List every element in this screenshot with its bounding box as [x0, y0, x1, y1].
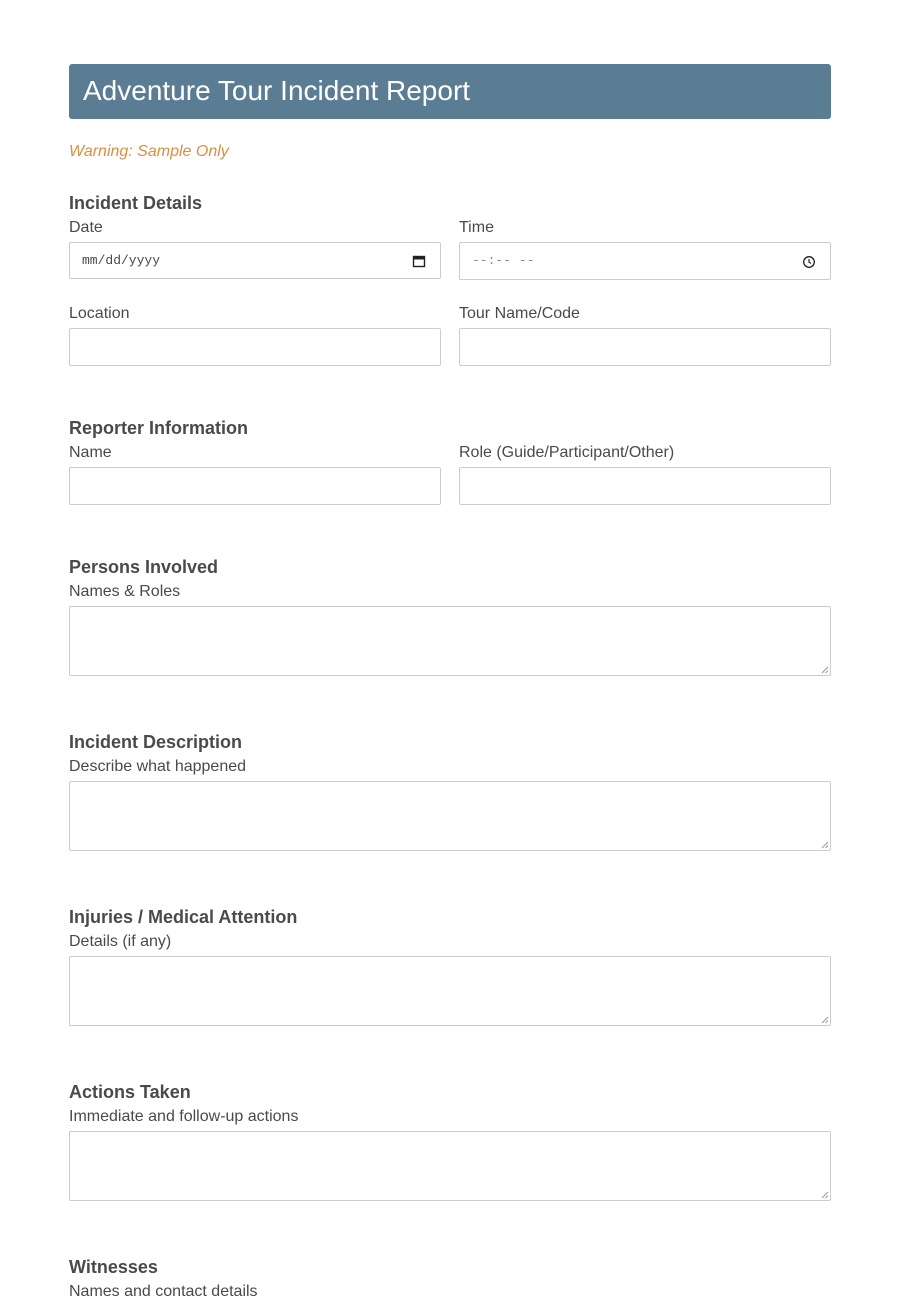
section-title-description: Incident Description	[69, 732, 243, 752]
section-title-persons: Persons Involved	[69, 557, 219, 577]
time-input[interactable]	[459, 242, 831, 280]
section-incident-details	[69, 192, 831, 366]
resize-grip-icon[interactable]	[820, 665, 829, 674]
section-description	[69, 731, 831, 851]
section-title-incident-details: Incident Details	[69, 193, 203, 213]
location-input[interactable]	[69, 328, 441, 366]
tour-input[interactable]	[459, 328, 831, 366]
role-label: Role (Guide/Participant/Other)	[459, 444, 675, 461]
persons-label: Names & Roles	[69, 583, 181, 600]
section-title-injuries: Injuries / Medical Attention	[69, 907, 298, 927]
section-title-reporter: Reporter Information	[69, 418, 249, 438]
calendar-icon[interactable]	[412, 254, 426, 268]
actions-textarea[interactable]	[69, 1131, 831, 1201]
incident-report-form	[69, 64, 831, 1302]
date-input[interactable]	[69, 242, 441, 279]
date-label: Date	[69, 219, 103, 236]
section-persons	[69, 556, 831, 676]
injuries-label: Details (if any)	[69, 933, 172, 950]
resize-grip-icon[interactable]	[820, 840, 829, 849]
tour-label: Tour Name/Code	[459, 305, 580, 322]
witnesses-label: Names and contact details	[69, 1283, 258, 1300]
sample-warning: Warning: Sample Only	[69, 143, 229, 160]
resize-grip-icon[interactable]	[820, 1015, 829, 1024]
section-injuries	[69, 906, 831, 1026]
clock-icon[interactable]	[802, 255, 816, 269]
section-witnesses	[69, 1256, 831, 1302]
date-placeholder: mm/dd/yyyy	[82, 253, 161, 268]
section-actions	[69, 1081, 831, 1201]
name-label: Name	[69, 444, 112, 461]
description-label: Describe what happened	[69, 758, 247, 775]
section-reporter	[69, 417, 831, 505]
resize-grip-icon[interactable]	[820, 1190, 829, 1199]
location-label: Location	[69, 305, 130, 322]
actions-label: Immediate and follow-up actions	[69, 1108, 299, 1125]
name-input[interactable]	[69, 467, 441, 505]
page-title: Adventure Tour Incident Report	[69, 64, 831, 119]
time-placeholder: --:-- --	[472, 253, 535, 268]
injuries-textarea[interactable]	[69, 956, 831, 1026]
description-textarea[interactable]	[69, 781, 831, 851]
persons-textarea[interactable]	[69, 606, 831, 676]
time-label: Time	[459, 219, 494, 236]
role-input[interactable]	[459, 467, 831, 505]
section-title-witnesses: Witnesses	[69, 1257, 158, 1277]
section-title-actions: Actions Taken	[69, 1082, 191, 1102]
